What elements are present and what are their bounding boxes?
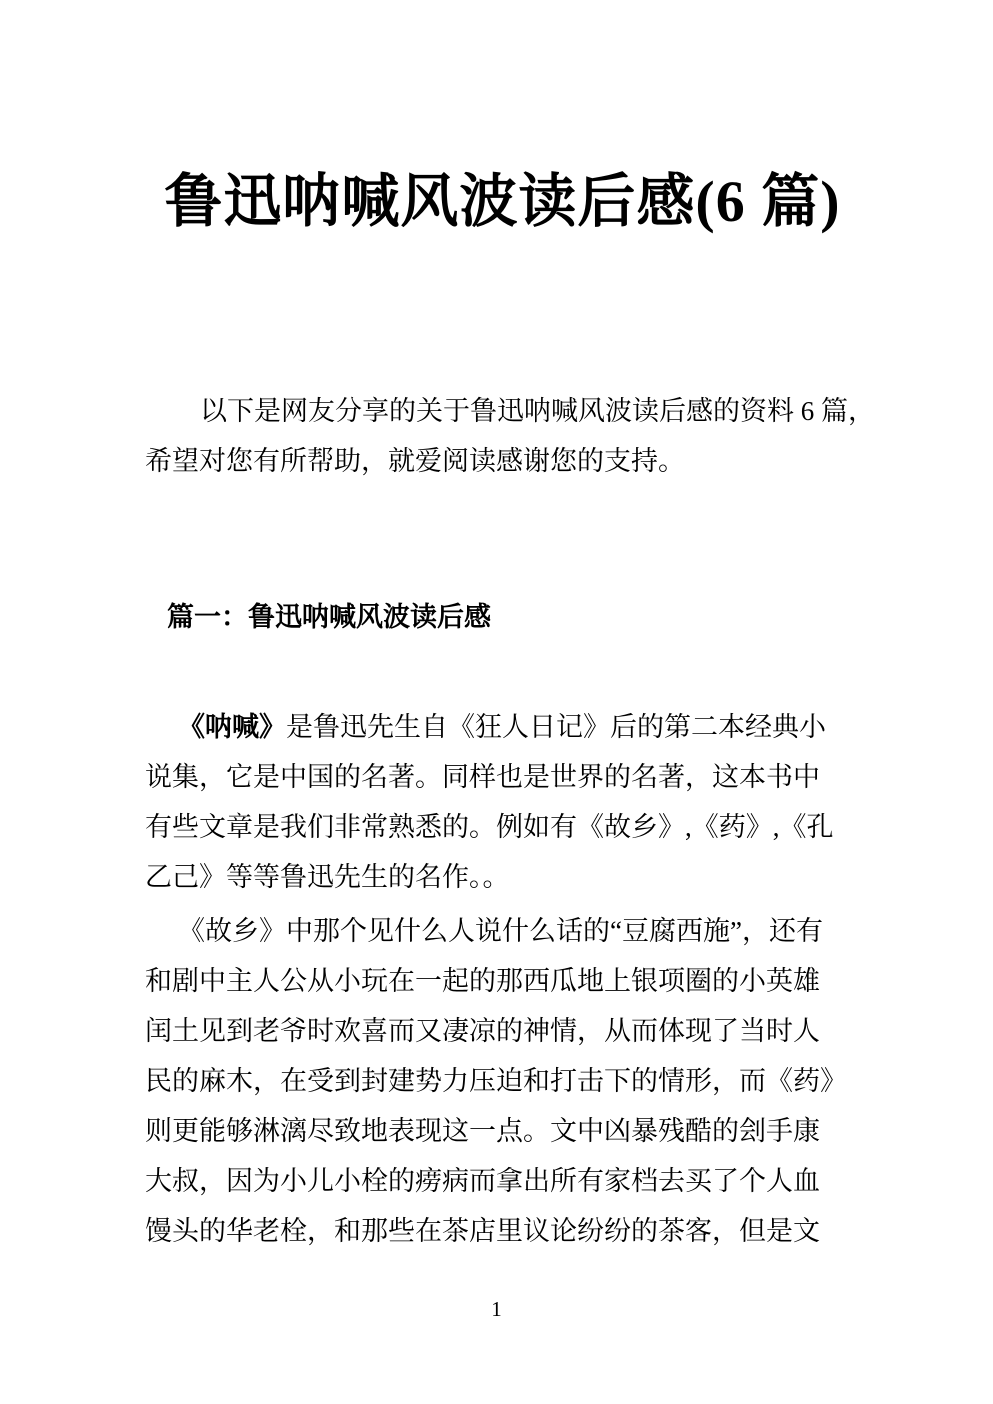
paragraph-line: 说集，它是中国的名著。同样也是世界的名著，这本书中 [145, 762, 820, 792]
paragraph-line: 馒头的华老栓，和那些在茶店里议论纷纷的茶客，但是文 [145, 1216, 820, 1246]
page-number: 1 [491, 1297, 502, 1321]
book-title-bold-lead: 《呐喊》 [178, 712, 286, 742]
body-paragraph-one [145, 702, 860, 902]
paragraph-line: 《故乡》中那个见什么人说什么话的“豆腐西施”，还有 [178, 916, 823, 946]
document-title: 鲁迅呐喊风波读后感(6 篇) [164, 169, 841, 234]
paragraph-line-text: 是鲁迅先生自《狂人日记》后的第二本经典小 [286, 712, 826, 742]
section-heading: 篇一：鲁迅呐喊风波读后感 [167, 602, 491, 632]
section-heading-block [145, 592, 860, 642]
paragraph-line: 闰土见到老爷时欢喜而又凄凉的神情，从而体现了当时人 [145, 1016, 820, 1046]
body-paragraph-two [145, 906, 860, 1256]
paragraph-line: 有些文章是我们非常熟悉的。例如有《故乡》,《药》,《孔 [145, 812, 834, 842]
paragraph-line: 大叔，因为小儿小栓的痨病而拿出所有家档去买了个人血 [145, 1166, 820, 1196]
paragraph-line: 民的麻木，在受到封建势力压迫和打击下的情形，而《药》 [145, 1066, 847, 1096]
intro-paragraph [145, 386, 875, 486]
intro-line: 以下是网友分享的关于鲁迅呐喊风波读后感的资料 6 篇， [200, 396, 875, 426]
paragraph-line: 乙己》等等鲁迅先生的名作。。 [145, 862, 510, 892]
intro-line: 希望对您有所帮助，就爱阅读感谢您的支持。 [145, 446, 685, 476]
paragraph-line: 则更能够淋漓尽致地表现这一点。文中凶暴残酷的刽手康 [145, 1116, 820, 1146]
paragraph-line: 和剧中主人公从小玩在一起的那西瓜地上银项圈的小英雄 [145, 966, 820, 996]
paragraph-line [145, 702, 860, 752]
